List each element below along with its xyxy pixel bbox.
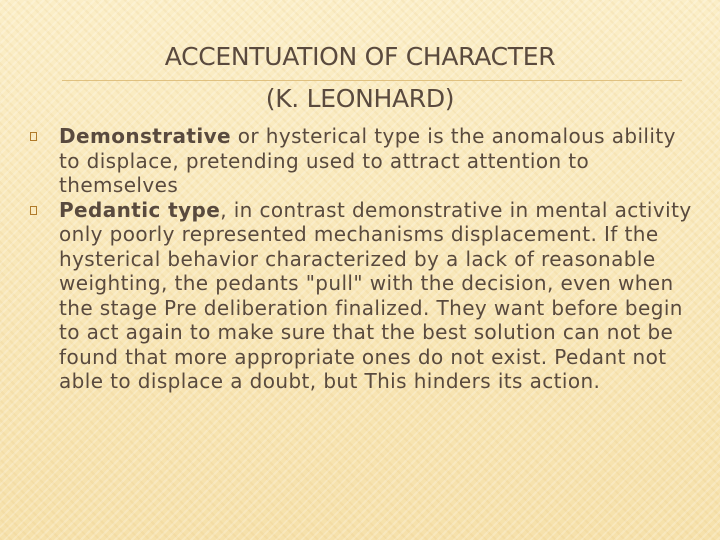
title-line-2: (K. LEONHARD) bbox=[265, 84, 455, 113]
bullet-item-demonstrative bbox=[30, 124, 700, 198]
bullet-term: Pedantic type bbox=[59, 197, 221, 222]
title-line-1: ACCENTUATION OF CHARACTER bbox=[164, 42, 556, 71]
title-divider bbox=[62, 80, 682, 81]
bullet-text: or hysterical type is the anomalous ability to displace, pretending used to attract attention to themselves bbox=[59, 124, 676, 197]
bullet-item-pedantic bbox=[30, 198, 700, 394]
bullet-term: Demonstrative bbox=[59, 124, 232, 148]
bullet-text: , in contrast demonstrative in mental activity only poorly represented mechanisms displacement. If the hysterical behavior characterized by a lack of reasonable weighting, the pedants "pull" with the decision, even when the stage Pre deliberation finalized. They want before begin to act again to make sure that the best solution can not be found that more appropriate ones do not exist. Pedant not able to displace a doubt, but This hinders its action. bbox=[59, 197, 692, 393]
outline-square-bullet-icon bbox=[30, 206, 37, 215]
outline-square-bullet-icon bbox=[30, 132, 37, 141]
bullet-list bbox=[30, 124, 700, 394]
slide-title bbox=[100, 36, 620, 120]
